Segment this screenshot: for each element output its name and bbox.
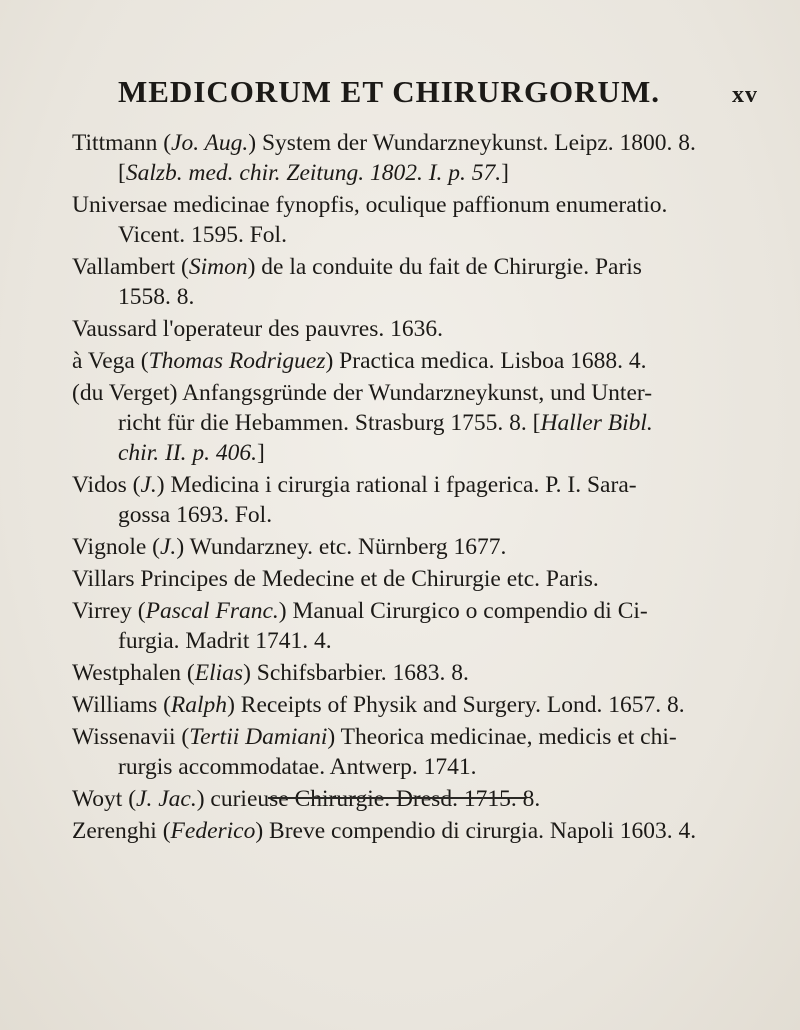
- entry-first-line: Westphalen (Elias) Schifsbarbier. 1683. 8.: [72, 660, 469, 686]
- page-header: [118, 74, 758, 110]
- entry-continuation-line: rurgis accommodatae. Antwerp. 1741.: [118, 754, 477, 780]
- entry-first-line: Virrey (Pascal Franc.) Manual Cirurgico o compendio di Ci-: [72, 598, 648, 624]
- entry-first-line: Vaussard l'operateur des pauvres. 1636.: [72, 316, 443, 342]
- bibliography-entry: [72, 532, 772, 562]
- bibliography-entry: [72, 252, 772, 312]
- entry-first-line: Woyt (J. Jac.) curieuse Chirurgie. Dresd. 1715. 8.: [72, 786, 541, 812]
- entry-continuation-line: chir. II. p. 406.]: [118, 440, 265, 466]
- entry-first-line: Vidos (J.) Medicina i cirurgia rational i fpagerica. P. I. Sara-: [72, 472, 637, 498]
- entry-first-line: Zerenghi (Federico) Breve compendio di cirurgia. Napoli 1603. 4.: [72, 818, 697, 844]
- bibliography-list: [72, 128, 772, 848]
- entry-continuation-line: Vicent. 1595. Fol.: [118, 222, 287, 248]
- bibliography-entry: [72, 596, 772, 656]
- bibliography-entry: [72, 784, 772, 814]
- closing-rule: [268, 797, 526, 799]
- bibliography-entry: [72, 564, 772, 594]
- entry-continuation-line: [Salzb. med. chir. Zeitung. 1802. I. p. 57.]: [118, 160, 509, 186]
- bibliography-entry: [72, 470, 772, 530]
- entry-continuation-line: furgia. Madrit 1741. 4.: [118, 628, 332, 654]
- entry-first-line: Villars Principes de Medecine et de Chirurgie etc. Paris.: [72, 566, 599, 592]
- entry-first-line: à Vega (Thomas Rodriguez) Practica medica. Lisboa 1688. 4.: [72, 348, 647, 374]
- entry-continuation-line: 1558. 8.: [118, 284, 195, 310]
- entry-continuation-line: gossa 1693. Fol.: [118, 502, 273, 528]
- entry-first-line: Vignole (J.) Wundarzney. etc. Nürnberg 1677.: [72, 534, 507, 560]
- entry-first-line: Williams (Ralph) Receipts of Physik and Surgery. Lond. 1657. 8.: [72, 692, 685, 718]
- entry-first-line: Universae medicinae fynopfis, oculique paffionum enumeratio.: [72, 192, 668, 218]
- bibliography-entry: [72, 128, 772, 188]
- bibliography-entry: [72, 314, 772, 344]
- bibliography-entry: [72, 816, 772, 846]
- entry-continuation-line: richt für die Hebammen. Strasburg 1755. 8. [Haller Bibl.: [118, 410, 653, 436]
- entry-first-line: (du Verget) Anfangsgründe der Wundarzneykunst, und Unter-: [72, 380, 653, 406]
- entry-first-line: Wissenavii (Tertii Damiani) Theorica medicinae, medicis et chi-: [72, 724, 677, 750]
- bibliography-entry: [72, 658, 772, 688]
- page-number: xv: [732, 82, 758, 108]
- entry-first-line: Vallambert (Simon) de la conduite du fait de Chirurgie. Paris: [72, 254, 642, 280]
- bibliography-entry: [72, 190, 772, 250]
- bibliography-entry: [72, 722, 772, 782]
- bibliography-entry: [72, 346, 772, 376]
- bibliography-entry: [72, 690, 772, 720]
- bibliography-entry: [72, 378, 772, 468]
- entry-first-line: Tittmann (Jo. Aug.) System der Wundarzneykunst. Leipz. 1800. 8.: [72, 130, 696, 156]
- running-title: MEDICORUM ET CHIRURGORUM.: [118, 74, 660, 109]
